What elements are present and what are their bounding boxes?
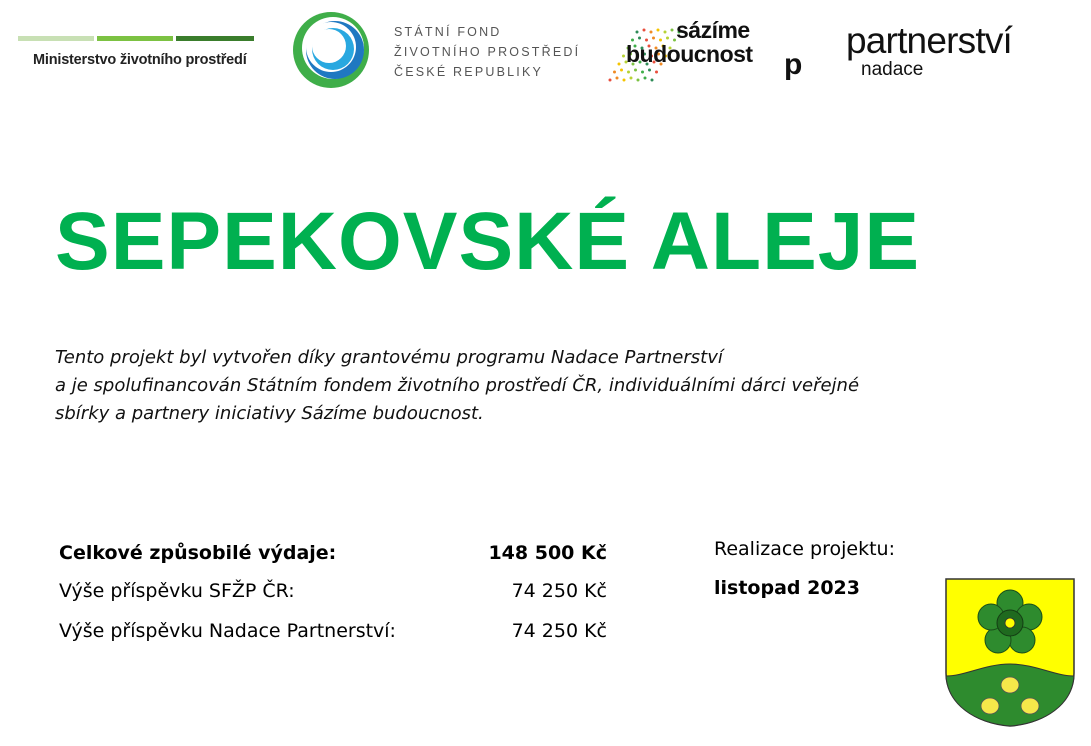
description-line-2: a je spolufinancován Státním fondem životního prostředí ČR, individuálními dárci veřejné — [55, 375, 860, 396]
partnerstvi-line-2: nadace — [861, 59, 924, 80]
sfzp-logo-text — [394, 22, 580, 82]
sazime-dot — [613, 71, 616, 74]
sazime-line-1: sázíme — [676, 17, 750, 43]
ministry-logo-text: Ministerstvo životního prostředí — [33, 52, 247, 68]
partnerstvi-line-1: partnerství — [846, 20, 1012, 61]
budget-sfzp-label: Výše příspěvku SFŽP ČR: — [59, 580, 295, 602]
description-line-3: sbírky a partnery iniciativy Sázíme budoucnost. — [55, 403, 484, 424]
sazime-dot — [609, 79, 612, 82]
sazime-dot — [637, 79, 640, 82]
realization-date: listopad 2023 — [714, 577, 860, 599]
page-title: SEPEKOVSKÉ ALEJE — [55, 196, 921, 287]
ministry-logo-bars — [18, 36, 254, 41]
sazime-dot — [655, 71, 658, 74]
sazime-dot — [651, 79, 654, 82]
sazime-line-2: budoucnost — [626, 41, 753, 67]
coat-of-arms-icon — [945, 578, 1075, 728]
sazime-dot — [641, 71, 644, 74]
sazime-dot — [634, 69, 637, 72]
budget-total-value: 148 500 Kč — [488, 542, 607, 564]
budget-nadace-label: Výše příspěvku Nadace Partnerství: — [59, 620, 396, 642]
ministry-logo — [18, 36, 254, 68]
sazime-dot — [627, 71, 630, 74]
project-description — [55, 344, 1075, 428]
sazime-dot — [622, 55, 625, 58]
realization-label: Realizace projektu: — [714, 538, 895, 560]
sfzp-line-2: ŽIVOTNÍHO PROSTŘEDÍ — [394, 45, 581, 59]
budget-sfzp-value: 74 250 Kč — [511, 580, 607, 602]
budget-nadace-value: 74 250 Kč — [511, 620, 607, 642]
sfzp-logo-icon — [292, 11, 370, 89]
sazime-dot — [616, 77, 619, 80]
sazime-dot — [644, 77, 647, 80]
sazime-dot — [623, 79, 626, 82]
sazime-dot — [620, 69, 623, 72]
sazime-dot — [618, 63, 621, 66]
sfzp-line-3: ČESKÉ REPUBLIKY — [394, 65, 544, 79]
sazime-dot — [648, 69, 651, 72]
description-line-1: Tento projekt byl vytvořen díky grantovému programu Nadace Partnerství — [55, 347, 723, 368]
sazime-logo-text — [626, 18, 753, 66]
sfzp-line-1: STÁTNÍ FOND — [394, 25, 502, 39]
budget-total-label: Celkové způsobilé výdaje: — [59, 542, 337, 564]
partnerstvi-logo — [846, 22, 1012, 79]
sazime-suffix: p — [784, 48, 803, 81]
sazime-dot — [630, 77, 633, 80]
